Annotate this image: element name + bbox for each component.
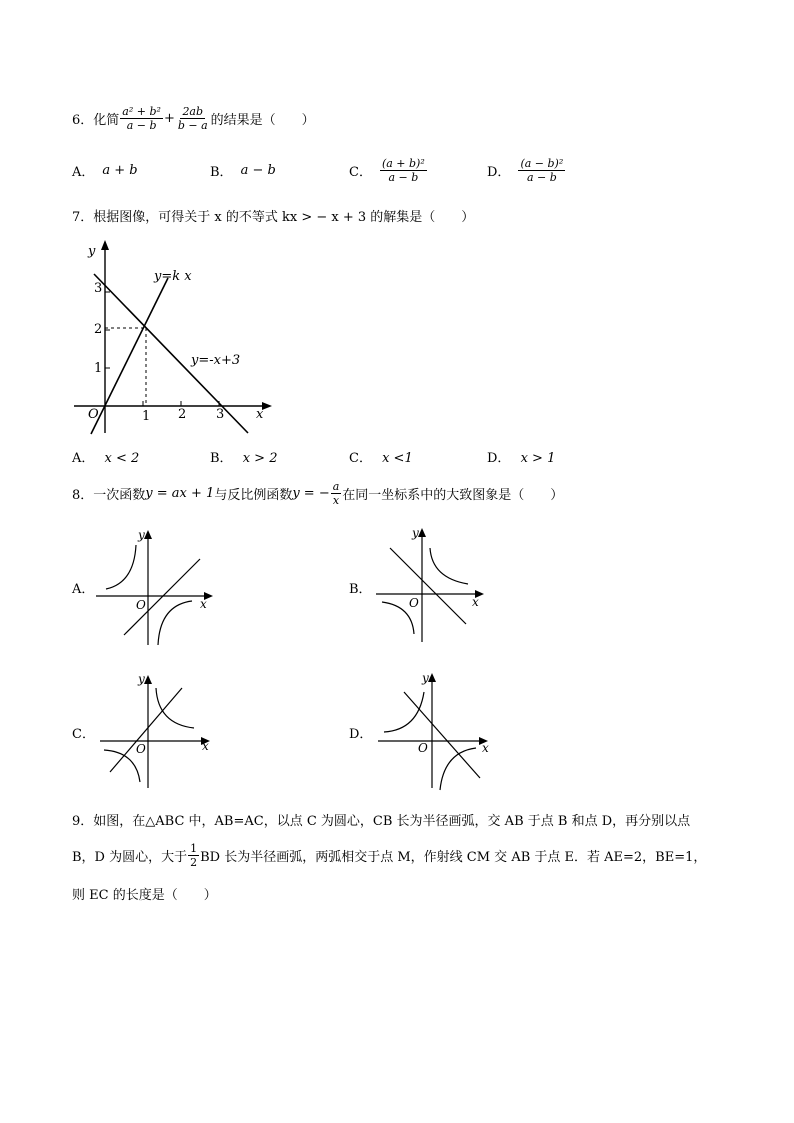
question-6 [72,100,315,136]
y-axis-label: y [412,526,419,540]
q9-half-fraction [188,842,199,869]
q7-option-c[interactable] [349,447,413,466]
question-7-stem [72,206,474,225]
y-axis-label: y [138,672,145,686]
origin-label: O [418,741,428,755]
origin-label: O [88,407,99,422]
q8-stem-c: 在同一坐标系中的大致图象是（ ） [342,487,564,503]
x-axis-label: x [200,597,207,611]
line-y-kx [91,278,168,434]
option-label: D． [487,164,511,180]
q6-fraction-1 [120,105,163,132]
q8-option-d-label[interactable]: D． [349,727,373,742]
q8-graph-a[interactable] [92,525,222,650]
option-text: a − b [240,162,276,178]
option-label: A． [72,451,95,466]
q6-option-d[interactable] [487,150,566,190]
q8-inverse-function-prefix: y = − [292,485,330,501]
origin-label: O [136,598,146,612]
hyperbola-branch-3rd-quadrant [104,750,140,782]
hyperbola-branch-2nd-quadrant [106,545,136,589]
q6-fraction-2 [176,105,210,132]
x-axis-label: x [256,407,264,422]
origin-label: O [409,596,419,610]
q6-suffix: 的结果是（ ） [210,112,315,128]
q8-option-c-label[interactable]: C． [72,727,95,742]
option-label: C． [349,164,372,180]
x-axis-label: x [482,741,489,755]
q7-stem-text: 根据图像，可得关于 x 的不等式 kx > − x + 3 的解集是（ ） [93,210,475,225]
option-label: C． [349,451,372,466]
linear-line [110,688,182,772]
option-label: A． [72,164,95,180]
line-label-neg-x-plus-3: y=-x+3 [191,353,241,368]
q8-number: 8． [72,487,94,503]
q6-frac1-numerator: a² + b² [122,104,161,118]
option-label: D． [487,451,511,466]
q8-inverse-fraction [331,480,342,507]
q7-graph [70,238,280,438]
x-axis-arrow [262,402,272,410]
option-label: B． [210,164,233,180]
q9-half-numerator: 1 [190,841,198,855]
q9-half-denominator: 2 [190,855,198,869]
q8-graph-d[interactable] [374,668,498,792]
q8-graph-c[interactable] [96,670,220,792]
linear-line [390,548,466,624]
q6-frac2-numerator: 2ab [182,104,204,118]
x-tick-label-1: 1 [142,409,151,424]
q8-option-b-label[interactable]: B． [349,582,372,597]
y-axis-arrow [144,675,152,684]
q7-option-d[interactable] [487,447,555,466]
q8-graph-b[interactable] [372,524,492,646]
x-axis-label: x [472,595,479,609]
q8-stem-a: 一次函数 [93,487,146,503]
q8-inverse-denominator: x [332,493,340,507]
option-text: x <1 [382,451,413,466]
linear-line [404,692,480,778]
y-axis-label: y [138,528,145,542]
question-8-stem [72,476,563,510]
option-label: B． [210,451,233,466]
q8-linear-function: y = ax + 1 [145,485,215,501]
x-axis-label: x [202,739,209,753]
option-text: x > 1 [520,451,556,466]
option-numerator: (a + b)² [381,156,425,170]
y-tick-label-2: 2 [94,322,103,337]
q6-plus: + [163,110,175,126]
q7-option-a[interactable] [72,447,139,466]
q8-option-a-label[interactable]: A． [72,582,95,597]
x-tick-label-3: 3 [216,407,225,422]
y-axis-label: y [422,671,429,685]
q9-line2-a: B，D 为圆心，大于 [72,849,188,865]
hyperbola-branch-4th-quadrant [440,748,476,790]
y-axis-arrow [144,530,152,539]
option-fraction [380,157,427,184]
option-text: x > 2 [242,451,278,466]
option-numerator: (a − b)² [520,156,564,170]
q6-frac2-denominator: b − a [177,118,208,132]
y-axis-arrow [101,240,109,250]
q9-line2-b: BD 长为半径画弧，两弧相交于点 M，作射线 CM 交 AB 于点 E．若 AE=2，BE=1， [200,849,707,865]
option-text: x < 2 [104,451,140,466]
option-denominator: a − b [388,170,419,184]
option-text: a + b [102,162,138,178]
q8-inverse-numerator: a [332,479,340,493]
hyperbola-branch-1st-quadrant [156,688,194,728]
option-fraction [518,157,565,184]
y-axis-label: y [88,244,96,259]
question-9-line-1: 9．如图，在△ABC 中，AB=AC，以点 C 为圆心，CB 长为半径画弧，交 AB 于点 B 和点 D，再分别以点 [72,814,691,829]
q6-frac1-denominator: a − b [126,118,157,132]
q6-number: 6． [72,112,94,128]
y-tick-label-1: 1 [94,361,103,376]
origin-label: O [136,742,146,756]
hyperbola-branch-4th-quadrant [158,601,192,645]
question-9-line-3: 则 EC 的长度是（ ） [72,888,217,903]
option-denominator: a − b [526,170,557,184]
q8-stem-b: 与反比例函数 [214,487,293,503]
y-axis-arrow [428,673,436,682]
hyperbola-branch-1st-quadrant [430,548,468,584]
q7-option-b[interactable] [210,447,277,466]
q6-prefix: 化简 [93,112,120,128]
q7-number: 7． [72,210,94,225]
y-tick-label-3: 3 [94,281,103,296]
q6-option-b[interactable] [210,158,276,182]
q6-option-a[interactable] [72,158,138,182]
question-9-line-2 [72,840,706,870]
q6-option-c[interactable] [349,150,428,190]
x-tick-label-2: 2 [178,407,187,422]
y-axis-arrow [418,528,426,537]
line-label-kx: y=k x [154,269,192,284]
hyperbola-branch-2nd-quadrant [384,692,424,732]
